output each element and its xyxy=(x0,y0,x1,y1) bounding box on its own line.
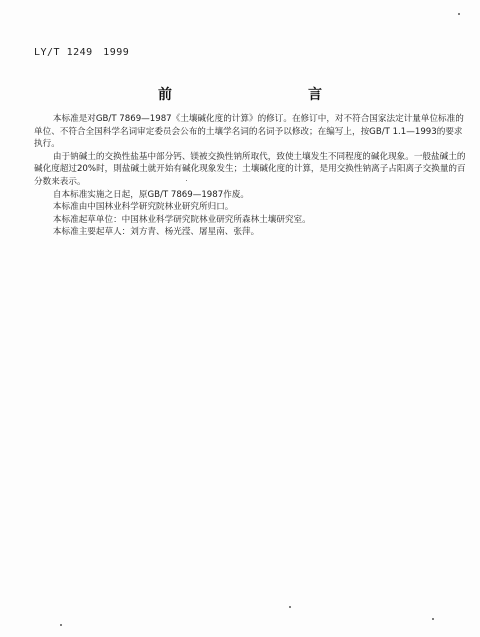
paragraph-drafting-unit: 本标准起草单位：中国林业科学研究院林业研究所森林土壤研究室。 xyxy=(52,214,311,225)
paragraph-alkalization-explanation: 由于钠碱土的交换性盐基中部分钙、镁被交换性钠所取代，致使土壤发生不同程度的碱化现象。一般盐碱土的碱化度超过20%时，則盐碱土就开始有碱化现象发生；土壤碱化度的计算，是用交换性钠离子占阳离子交换量的百分数来表示。 xyxy=(34,151,466,187)
paragraph-supersedes: 自本标准实施之日起，原GB/T 7869—1987作废。 xyxy=(52,189,249,200)
scan-speck xyxy=(60,624,62,626)
page-title: 前 言 xyxy=(158,87,358,103)
standard-code: LY/T 1249 1999 xyxy=(34,47,130,58)
scan-speck xyxy=(458,13,460,15)
scan-speck xyxy=(186,180,187,181)
scan-speck xyxy=(432,618,434,620)
scan-speck xyxy=(289,606,291,608)
paragraph-revision-note: 本标准是对GB/T 7869—1987《土壤碱化度的计算》的修订。在修订中，对不符合国家法定计量单位标准的单位、不符合全国科学名词审定委员会公布的土壤学名词的名词予以修改；在编写上，按GB/T 1.1—1993的要求执行。 xyxy=(34,114,464,150)
foreword-body xyxy=(34,113,466,239)
paragraph-responsible-unit: 本标准由中国林业科学研究院林业研究所归口。 xyxy=(52,202,234,213)
paragraph-drafters: 本标准主要起草人：刘方青、杨光滢、屠星南、张萍。 xyxy=(52,227,260,238)
